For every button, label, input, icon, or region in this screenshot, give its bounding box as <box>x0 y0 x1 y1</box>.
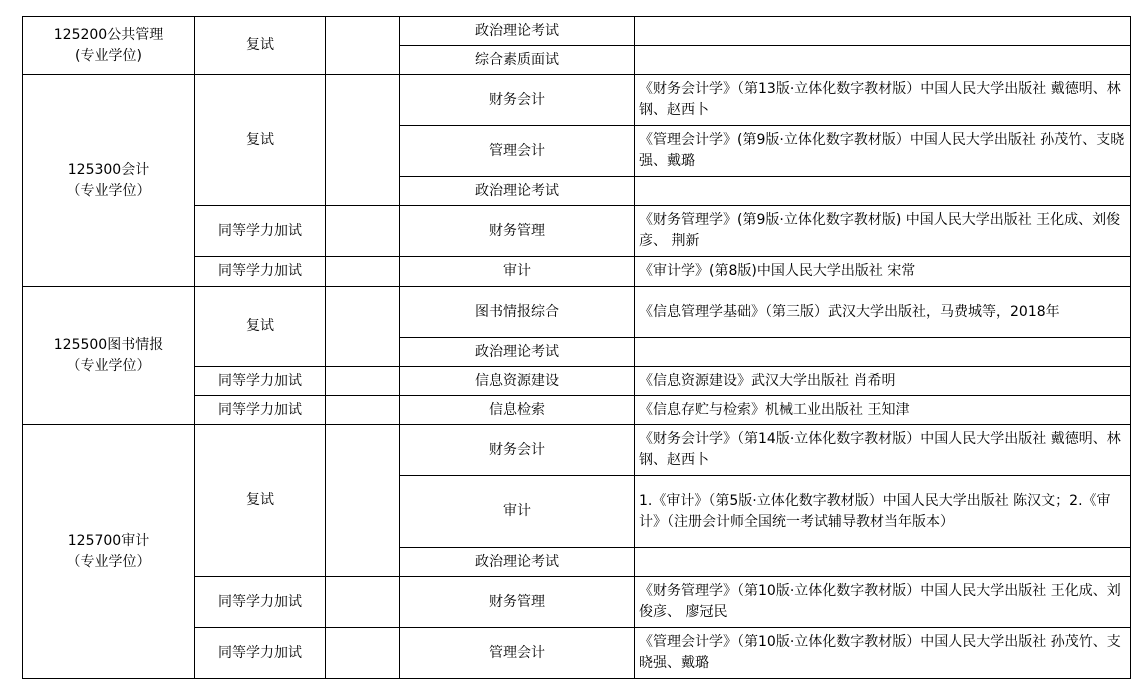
exam-type-cell: 同等学力加试 <box>195 577 326 628</box>
blank-cell <box>326 367 400 396</box>
subject-cell: 财务管理 <box>400 577 635 628</box>
subject-cell: 管理会计 <box>400 126 635 177</box>
book-cell <box>635 177 1131 206</box>
book-cell: 《管理会计学》(第9版·立体化数字教材版）中国人民大学出版社 孙茂竹、支晓强、戴璐 <box>635 126 1131 177</box>
table-row <box>23 287 1131 338</box>
blank-cell <box>326 628 400 679</box>
blank-cell <box>326 425 400 577</box>
major-code: 125700审计 <box>67 532 150 549</box>
subject-cell: 审计 <box>400 476 635 548</box>
book-cell: 《信息存贮与检索》机械工业出版社 王知津 <box>635 396 1131 425</box>
major-type: （专业学位） <box>66 553 151 570</box>
subject-cell: 政治理论考试 <box>400 177 635 206</box>
subject-cell: 政治理论考试 <box>400 338 635 367</box>
exam-type-cell: 复试 <box>195 75 326 206</box>
blank-cell <box>326 287 400 367</box>
exam-subjects-table <box>22 16 1131 679</box>
table-row <box>23 75 1131 126</box>
major-code: 125200公共管理 <box>53 26 164 43</box>
major-code: 125500图书情报 <box>53 336 164 353</box>
major-type: (专业学位) <box>75 47 142 64</box>
blank-cell <box>326 257 400 287</box>
subject-cell: 信息检索 <box>400 396 635 425</box>
exam-type-cell: 同等学力加试 <box>195 206 326 257</box>
exam-type-cell: 同等学力加试 <box>195 367 326 396</box>
subject-cell: 审计 <box>400 257 635 287</box>
subject-cell: 信息资源建设 <box>400 367 635 396</box>
subject-cell: 综合素质面试 <box>400 46 635 75</box>
book-cell: 《信息资源建设》武汉大学出版社 肖希明 <box>635 367 1131 396</box>
table-row <box>23 17 1131 46</box>
major-cell <box>23 75 195 287</box>
book-cell: 《财务会计学》（第14版·立体化数字教材版）中国人民大学出版社 戴德明、林钢、赵西卜 <box>635 425 1131 476</box>
book-cell <box>635 46 1131 75</box>
blank-cell <box>326 396 400 425</box>
book-cell: 1.《审计》（第5版·立体化数字教材版）中国人民大学出版社 陈汉文；2.《审计》（注册会计师全国统一考试辅导教材当年版本） <box>635 476 1131 548</box>
major-cell <box>23 17 195 75</box>
subject-cell: 政治理论考试 <box>400 548 635 577</box>
major-type: （专业学位） <box>66 182 151 199</box>
book-cell: 《管理会计学》（第10版·立体化数字教材版）中国人民大学出版社 孙茂竹、支晓强、戴璐 <box>635 628 1131 679</box>
book-cell: 《财务管理学》(第9版·立体化数字教材版) 中国人民大学出版社 王化成、刘俊彦、 荆新 <box>635 206 1131 257</box>
table-row <box>23 425 1131 476</box>
exam-type-cell: 同等学力加试 <box>195 628 326 679</box>
subject-cell: 图书情报综合 <box>400 287 635 338</box>
blank-cell <box>326 75 400 206</box>
book-cell: 《审计学》(第8版)中国人民大学出版社 宋常 <box>635 257 1131 287</box>
book-cell <box>635 17 1131 46</box>
book-cell: 《财务管理学》（第10版·立体化数字教材版）中国人民大学出版社 王化成、刘俊彦、 廖冠民 <box>635 577 1131 628</box>
subject-cell: 财务管理 <box>400 206 635 257</box>
exam-type-cell: 同等学力加试 <box>195 257 326 287</box>
exam-type-cell: 复试 <box>195 425 326 577</box>
major-type: （专业学位） <box>66 357 151 374</box>
blank-cell <box>326 17 400 75</box>
major-cell <box>23 287 195 425</box>
subject-cell: 管理会计 <box>400 628 635 679</box>
blank-cell <box>326 577 400 628</box>
exam-type-cell: 同等学力加试 <box>195 396 326 425</box>
subject-cell: 财务会计 <box>400 75 635 126</box>
book-cell: 《财务会计学》（第13版·立体化数字教材版）中国人民大学出版社 戴德明、林钢、赵西卜 <box>635 75 1131 126</box>
book-cell: 《信息管理学基础》（第三版）武汉大学出版社，马费城等，2018年 <box>635 287 1131 338</box>
subject-cell: 政治理论考试 <box>400 17 635 46</box>
blank-cell <box>326 206 400 257</box>
book-cell <box>635 548 1131 577</box>
book-cell <box>635 338 1131 367</box>
subject-cell: 财务会计 <box>400 425 635 476</box>
major-code: 125300会计 <box>67 161 150 178</box>
major-cell <box>23 425 195 679</box>
exam-type-cell: 复试 <box>195 287 326 367</box>
exam-type-cell: 复试 <box>195 17 326 75</box>
